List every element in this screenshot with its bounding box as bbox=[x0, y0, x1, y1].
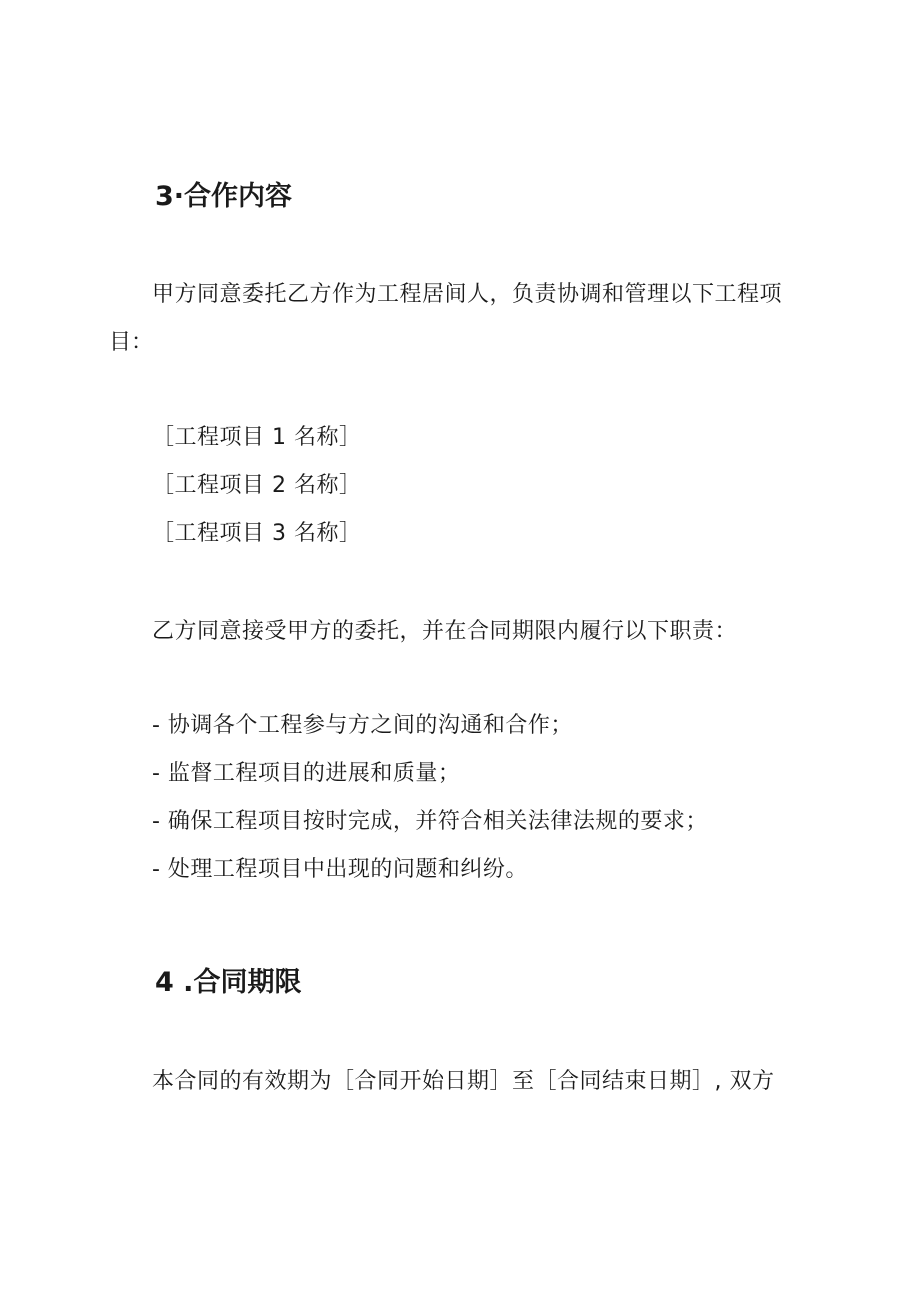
project-item-1: ［工程项目 1 名称］ bbox=[152, 425, 362, 450]
section-4-heading: 4 .合同期限 bbox=[155, 967, 302, 998]
duties-intro: 乙方同意接受甲方的委托，并在合同期限内履行以下职责： bbox=[152, 619, 738, 644]
duty-item-3: - 确保工程项目按时完成，并符合相关法律法规的要求； bbox=[152, 809, 708, 834]
project-item-3: ［工程项目 3 名称］ bbox=[152, 521, 362, 546]
duty-item-1: - 协调各个工程参与方之间的沟通和合作； bbox=[152, 713, 573, 738]
section-3-heading: 3·合作内容 bbox=[155, 181, 293, 212]
duty-item-4: - 处理工程项目中出现的问题和纠纷。 bbox=[152, 857, 528, 882]
section-3-intro-line-2: 目： bbox=[109, 330, 154, 355]
section-3-intro-line-1: 甲方同意委托乙方作为工程居间人，负责协调和管理以下工程项 bbox=[152, 282, 783, 307]
duty-item-2: - 监督工程项目的进展和质量； bbox=[152, 761, 461, 786]
section-4-line-1: 本合同的有效期为［合同开始日期］至［合同结束日期］, 双方 bbox=[152, 1069, 775, 1094]
project-item-2: ［工程项目 2 名称］ bbox=[152, 473, 362, 498]
